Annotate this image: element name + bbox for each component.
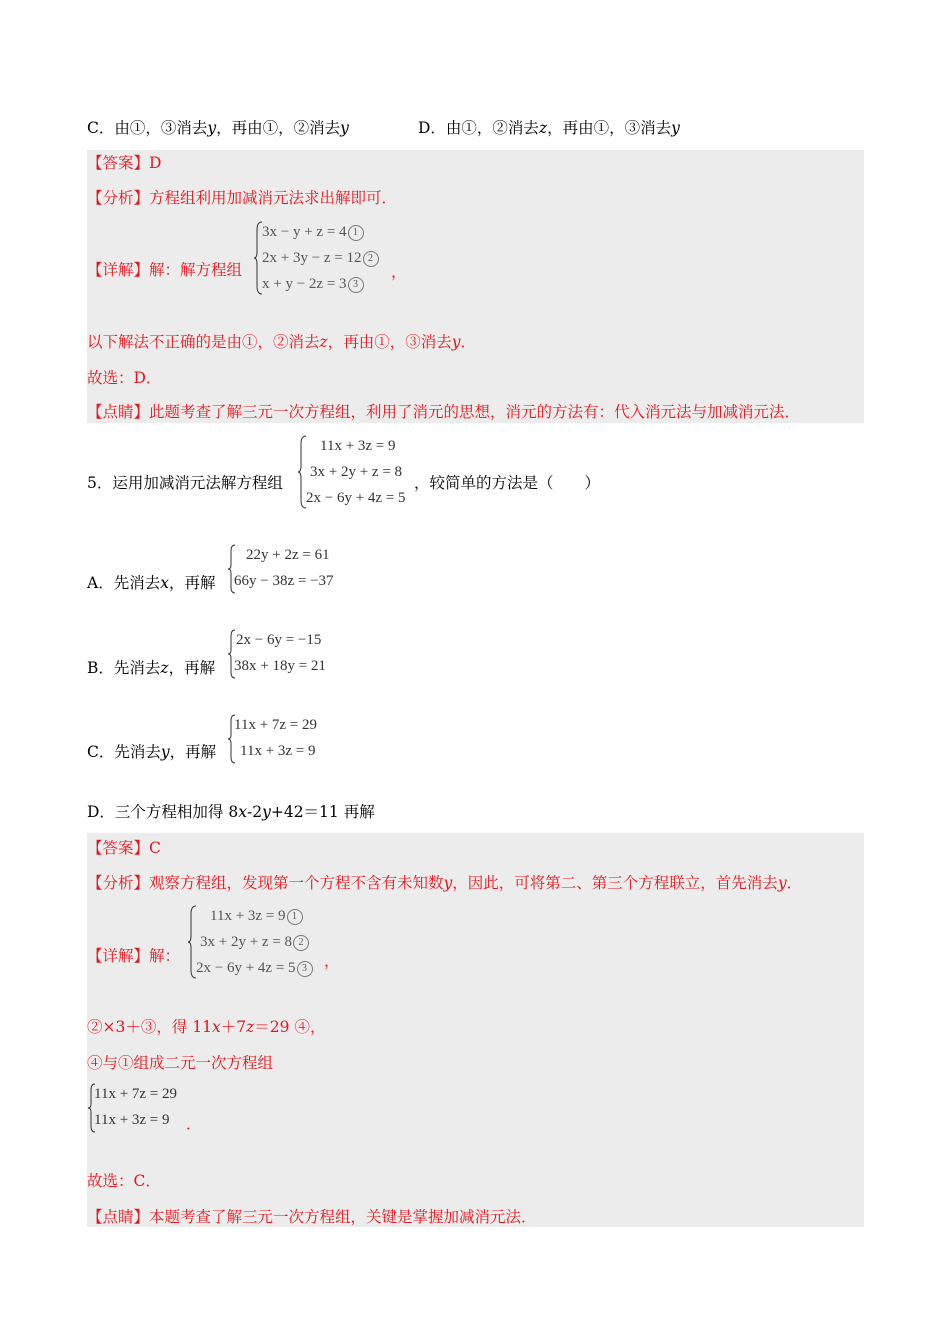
q4-eq-3: x + y − 2z = 3 3: [262, 274, 364, 294]
q5-step1: ②×3＋③，得 11x＋7z＝29 ④，: [87, 1018, 326, 1036]
q4-comment: 【点睛】此题考查了解三元一次方程组，利用了消元的思想，消元的方法有：代入消元法与加减消元法．: [87, 403, 801, 421]
q5-step-eq-1: 11x + 7z = 29: [94, 1086, 178, 1102]
q4-option-d: D．由①，②消去z，再由①，③消去y: [418, 119, 680, 137]
q4-eq-2: 2x + 3y − z = 12 2: [262, 248, 379, 268]
q4-eq-1: 3x − y + z = 4 1: [262, 222, 364, 242]
q5-analysis: 【分析】观察方程组，发现第一个方程不含有未知数y，因此，可将第二、第三个方程联立，首先消去y．: [87, 874, 803, 892]
q5-option-a-eq-1: 22y + 2z = 61: [246, 547, 330, 563]
q4-detail: 【详解】解：解方程组: [87, 261, 243, 279]
q5-option-d: D．三个方程相加得 8x-2y+42＝11 再解: [87, 803, 375, 821]
q4-choose: 故选：D．: [87, 369, 162, 387]
q5-eq-3: 2x − 6y + 4z = 5: [306, 490, 406, 506]
q5-step-period: ．: [186, 1115, 202, 1133]
q5-option-a: A．先消去x，再解: [87, 574, 216, 592]
q5-option-c-system: [228, 713, 358, 769]
q4-answer: 【答案】D: [87, 154, 162, 172]
q5-option-a-system: [228, 543, 358, 599]
q5-stem-b: ，较简单的方法是（ ）: [414, 474, 601, 492]
q5-option-b: B．先消去z，再解: [87, 659, 216, 677]
q5-stem-a: 5．运用加减消元法解方程组: [87, 474, 283, 492]
q5-detail-eq-1: 11x + 3z = 9 1: [210, 906, 303, 926]
q4-equation-system: [254, 220, 394, 300]
q5-option-b-system: [228, 628, 358, 684]
q5-step-eq-2: 11x + 3z = 9: [94, 1112, 170, 1128]
q5-option-c: C．先消去y，再解: [87, 743, 217, 761]
q4-conclusion: 以下解法不正确的是由①，②消去z，再由①，③消去y．: [87, 333, 476, 351]
q4-analysis: 【分析】方程组利用加减消元法求出解即可．: [87, 189, 398, 207]
q5-option-b-eq-2: 38x + 18y = 21: [234, 658, 326, 674]
q5-detail-comma: ，: [324, 952, 340, 970]
q5-answer: 【答案】C: [87, 839, 161, 857]
q4-detail-comma: ，: [391, 263, 407, 281]
q5-comment: 【点睛】本题考查了解三元一次方程组，关键是掌握加减消元法．: [87, 1208, 537, 1226]
q5-option-c-eq-1: 11x + 7z = 29: [234, 717, 318, 733]
q5-equation-system: [298, 434, 428, 514]
q5-eq-1: 11x + 3z = 9: [320, 438, 396, 454]
q5-option-b-eq-1: 2x − 6y = −15: [236, 632, 322, 648]
q5-detail-eq-3: 2x − 6y + 4z = 5 3: [196, 958, 313, 978]
q5-step2: ④与①组成二元一次方程组: [87, 1054, 274, 1072]
q5-detail-eq-2: 3x + 2y + z = 8 2: [200, 932, 309, 952]
q5-eq-2: 3x + 2y + z = 8: [310, 464, 403, 480]
q5-detail: 【详解】解：: [87, 947, 181, 965]
q5-option-c-eq-2: 11x + 3z = 9: [240, 743, 316, 759]
q5-choose: 故选：C．: [87, 1172, 161, 1190]
q5-detail-system: [188, 904, 328, 984]
q5-option-a-eq-2: 66y − 38z = −37: [234, 573, 334, 589]
q4-option-c: C．由①，③消去y，再由①，②消去y: [87, 119, 349, 137]
